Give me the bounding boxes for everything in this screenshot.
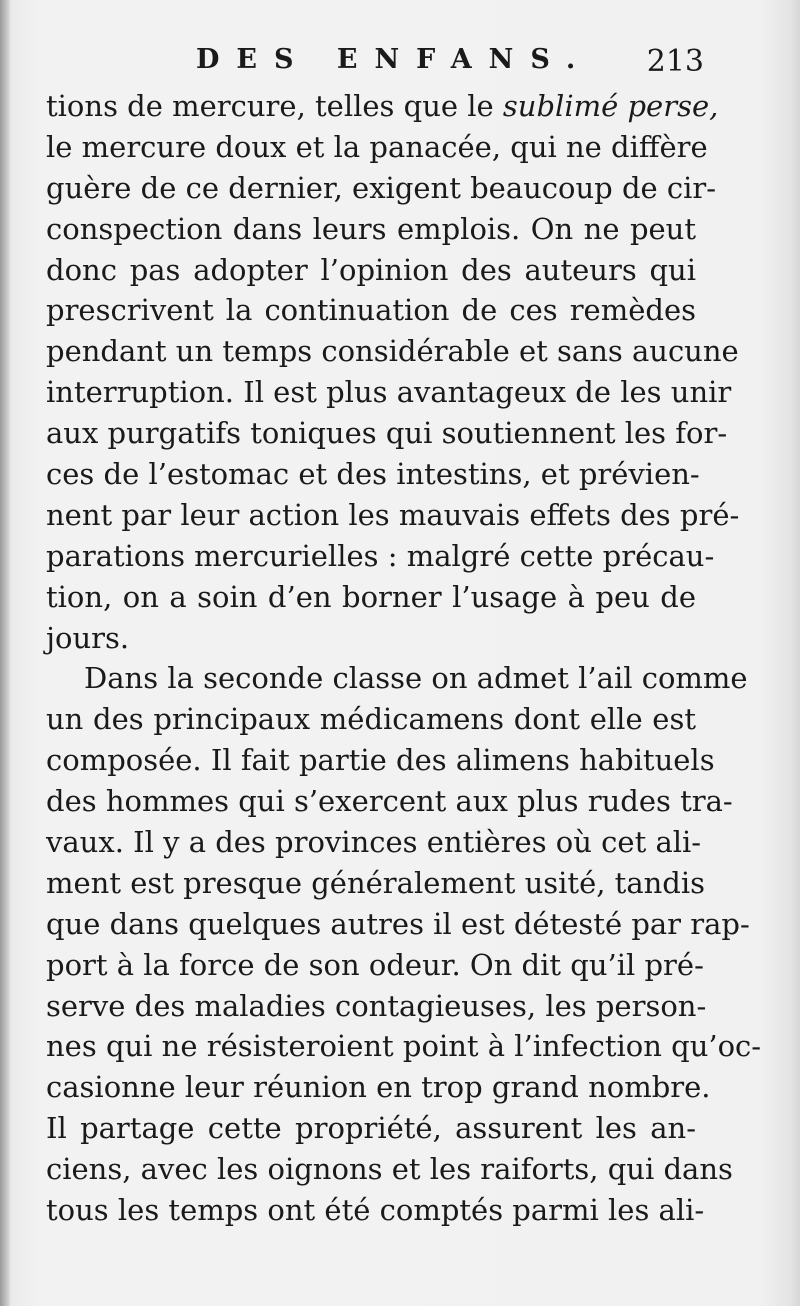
italic-term: sublimé perse, <box>502 89 719 123</box>
page-gutter-shadow <box>0 0 10 1306</box>
text-line: que dans quelques autres il est détesté par rap- <box>46 906 750 941</box>
text-line: donc pas adopter l’opinion des auteurs qui <box>46 252 696 287</box>
text-line <box>46 86 719 127</box>
text-line: nent par leur action les mauvais effets des pré- <box>46 497 740 532</box>
text-line: des hommes qui s’exercent aux plus rudes tra- <box>46 784 733 819</box>
text-line: aux purgatifs toniques qui soutiennent les for- <box>46 416 728 451</box>
page-number: 213 <box>646 44 704 79</box>
text-line: guère de ce dernier, exigent beaucoup de cir- <box>46 170 717 205</box>
paragraph-2 <box>46 658 762 1230</box>
running-title: DES ENFANS. <box>196 44 593 75</box>
text-line: vaux. Il y a des provinces entières où cet ali- <box>46 825 702 860</box>
text-line: port à la force de son odeur. On dit qu’il pré- <box>46 947 704 982</box>
text-line: prescrivent la continuation de ces remèdes <box>46 293 696 328</box>
text-line: Il partage cette propriété, assurent les an- <box>46 1111 696 1146</box>
text-line: tion, on a soin d’en borner l’usage à peu de <box>46 579 696 614</box>
text-line: serve des maladies contagieuses, les person- <box>46 988 707 1023</box>
text-line: jours. <box>46 620 130 655</box>
text-line: tous les temps ont été comptés parmi les ali- <box>46 1193 705 1228</box>
text-line: parations mercurielles : malgré cette précau- <box>46 538 715 573</box>
text-span: tions de mercure, telles que le <box>46 89 503 123</box>
text-line: casionne leur réunion en trop grand nombre. <box>46 1070 711 1105</box>
text-line: nes qui ne résisteroient point à l’infection qu’oc- <box>46 1029 762 1064</box>
text-line: le mercure doux et la panacée, qui ne diffère <box>46 129 708 164</box>
text-line: pendant un temps considérable et sans aucune <box>46 334 739 369</box>
text-line: Dans la seconde classe on admet l’ail comme <box>84 661 748 696</box>
text-line: interruption. Il est plus avantageux de les unir <box>46 375 732 410</box>
text-line: un des principaux médicamens dont elle est <box>46 702 696 737</box>
paragraph-1 <box>46 86 740 658</box>
running-head <box>46 40 704 84</box>
text-line: conspection dans leurs emplois. On ne peut <box>46 211 696 246</box>
text-line: ces de l’estomac et des intestins, et prévien- <box>46 457 700 492</box>
text-line: composée. Il fait partie des alimens habituels <box>46 743 715 778</box>
text-line: ment est presque généralement usité, tandis <box>46 865 706 900</box>
text-line: ciens, avec les oignons et les raiforts, qui dans <box>46 1152 733 1187</box>
body-text <box>46 86 762 1231</box>
